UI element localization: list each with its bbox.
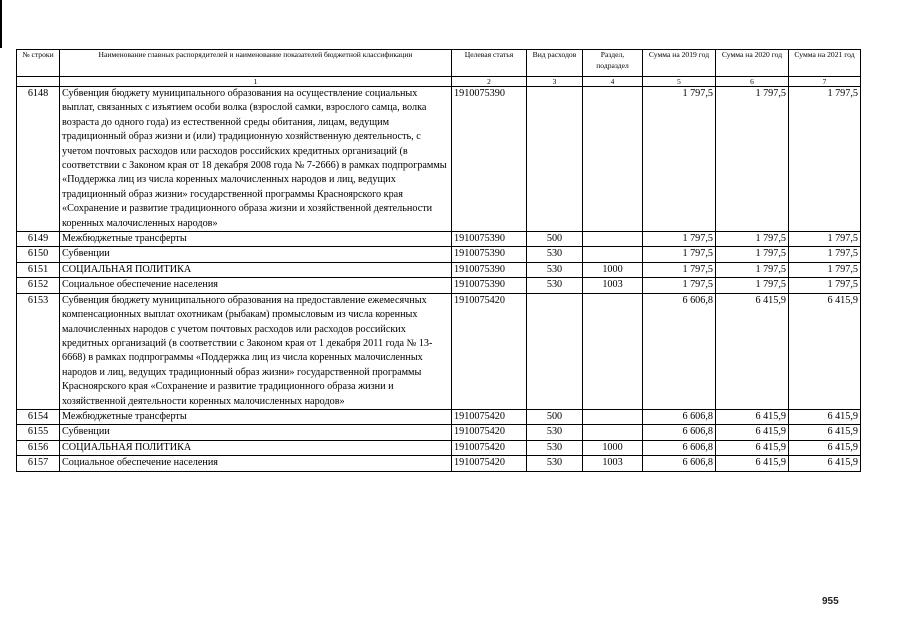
row-sum-2019: 6 606,8: [643, 409, 716, 424]
table-row: [17, 293, 861, 409]
table-row: [17, 87, 861, 232]
table-row: [17, 425, 861, 440]
row-sum-2020: 6 415,9: [716, 440, 789, 455]
row-expense-type: [527, 293, 583, 409]
row-target-code: 1910075390: [452, 262, 527, 277]
header-vid: Вид расходов: [527, 50, 583, 77]
col-number-0: [17, 77, 60, 87]
row-sum-2021: 1 797,5: [789, 262, 861, 277]
row-name: Межбюджетные трансферты: [60, 232, 452, 247]
row-number: 6153: [17, 293, 60, 409]
row-sum-2020: 1 797,5: [716, 232, 789, 247]
row-expense-type: [527, 87, 583, 232]
row-sum-2021: 1 797,5: [789, 232, 861, 247]
row-section: 1003: [583, 278, 643, 293]
row-sum-2020: 6 415,9: [716, 409, 789, 424]
row-sum-2019: 1 797,5: [643, 278, 716, 293]
row-sum-2021: 1 797,5: [789, 278, 861, 293]
row-number: 6150: [17, 247, 60, 262]
row-number: 6148: [17, 87, 60, 232]
row-sum-2019: 1 797,5: [643, 262, 716, 277]
table-row: [17, 262, 861, 277]
row-sum-2020: 1 797,5: [716, 87, 789, 232]
row-sum-2021: 1 797,5: [789, 87, 861, 232]
row-target-code: 1910075390: [452, 278, 527, 293]
row-expense-type: 500: [527, 409, 583, 424]
row-sum-2019: 6 606,8: [643, 456, 716, 471]
header-sum-2020: Сумма на 2020 год: [716, 50, 789, 77]
row-section: 1003: [583, 456, 643, 471]
row-target-code: 1910075420: [452, 425, 527, 440]
row-expense-type: 530: [527, 425, 583, 440]
row-target-code: 1910075390: [452, 232, 527, 247]
header-num: № строки: [17, 50, 60, 77]
row-number: 6154: [17, 409, 60, 424]
table-row: [17, 409, 861, 424]
table-row: [17, 440, 861, 455]
row-sum-2019: 1 797,5: [643, 87, 716, 232]
row-sum-2020: 1 797,5: [716, 278, 789, 293]
table-body: [17, 87, 861, 472]
row-sum-2019: 1 797,5: [643, 232, 716, 247]
header-code: Целевая статья: [452, 50, 527, 77]
row-sum-2020: 6 415,9: [716, 293, 789, 409]
row-name: Субвенции: [60, 247, 452, 262]
row-sum-2019: 6 606,8: [643, 293, 716, 409]
header-sum-2019: Сумма на 2019 год: [643, 50, 716, 77]
row-sum-2020: 1 797,5: [716, 262, 789, 277]
row-name: Субвенция бюджету муниципального образования на предоставление ежемесячных компенсационных выплат охотникам (рыбакам) промысловым из числа коренных малочисленных народов с учетом почтовых расходов или расходов российских кредитных организаций (в соответствии с Законом края от 1 декабря 2011 года № 13-6668) в рамках подпрограммы «Поддержка лиц из числа коренных малочисленных народов и лиц, ведущих традиционный образ жизни» государственной программы Красноярского края «Сохранение и развитие традиционного образа жизни и хозяйственной деятельности коренных малочисленных народов»: [60, 293, 452, 409]
row-section: [583, 293, 643, 409]
row-expense-type: 530: [527, 247, 583, 262]
row-number: 6152: [17, 278, 60, 293]
row-sum-2021: 1 797,5: [789, 247, 861, 262]
margin-rule: [0, 0, 2, 48]
row-number: 6156: [17, 440, 60, 455]
row-name: Межбюджетные трансферты: [60, 409, 452, 424]
col-number-4: 4: [583, 77, 643, 87]
row-expense-type: 530: [527, 456, 583, 471]
header-name: Наименование главных распорядителей и наименование показателей бюджетной классификации: [60, 50, 452, 77]
table-row: [17, 232, 861, 247]
row-expense-type: 530: [527, 278, 583, 293]
row-sum-2021: 6 415,9: [789, 440, 861, 455]
row-sum-2021: 6 415,9: [789, 425, 861, 440]
row-sum-2019: 1 797,5: [643, 247, 716, 262]
row-sum-2021: 6 415,9: [789, 409, 861, 424]
row-sum-2020: 1 797,5: [716, 247, 789, 262]
row-section: [583, 425, 643, 440]
row-sum-2021: 6 415,9: [789, 456, 861, 471]
table-row: [17, 278, 861, 293]
row-section: [583, 247, 643, 262]
row-sum-2019: 6 606,8: [643, 425, 716, 440]
row-name: Субвенции: [60, 425, 452, 440]
col-number-3: 3: [527, 77, 583, 87]
row-number: 6151: [17, 262, 60, 277]
row-section: [583, 409, 643, 424]
row-number: 6149: [17, 232, 60, 247]
row-sum-2020: 6 415,9: [716, 456, 789, 471]
col-number-1: 1: [60, 77, 452, 87]
row-expense-type: 530: [527, 440, 583, 455]
header-razdel: Раздел, подраздел: [583, 50, 643, 77]
row-name: Социальное обеспечение населения: [60, 278, 452, 293]
row-name: СОЦИАЛЬНАЯ ПОЛИТИКА: [60, 440, 452, 455]
table-header: [17, 50, 861, 87]
row-name: Социальное обеспечение населения: [60, 456, 452, 471]
header-sum-2021: Сумма на 2021 год: [789, 50, 861, 77]
row-target-code: 1910075390: [452, 87, 527, 232]
row-expense-type: 500: [527, 232, 583, 247]
row-target-code: 1910075420: [452, 440, 527, 455]
page-number: 955: [822, 596, 839, 607]
row-section: [583, 87, 643, 232]
row-sum-2020: 6 415,9: [716, 425, 789, 440]
row-target-code: 1910075420: [452, 409, 527, 424]
row-expense-type: 530: [527, 262, 583, 277]
row-name: Субвенция бюджету муниципального образования на осуществление социальных выплат, связанных с изъятием особи волка (взрослой самки, взрослого самца, волка возраста до одного года) из естественной среды обитания, лицам, ведущим традиционный образ жизни и (или) традиционную хозяйственную деятельность, с учетом почтовых расходов или расходов российских кредитных организаций (в соответствии с Законом края от 18 декабря 2008 года № 7-2666) в рамках подпрограммы «Поддержка лиц из числа коренных малочисленных народов и лиц, ведущих традиционный образ жизни» государственной программы Красноярского края «Сохранение и развитие традиционного образа жизни и хозяйственной деятельности коренных малочисленных народов»: [60, 87, 452, 232]
col-number-7: 7: [789, 77, 861, 87]
row-section: 1000: [583, 440, 643, 455]
table-row: [17, 456, 861, 471]
col-number-5: 5: [643, 77, 716, 87]
row-target-code: 1910075390: [452, 247, 527, 262]
row-name: СОЦИАЛЬНАЯ ПОЛИТИКА: [60, 262, 452, 277]
row-section: 1000: [583, 262, 643, 277]
row-target-code: 1910075420: [452, 293, 527, 409]
table-row: [17, 247, 861, 262]
col-number-6: 6: [716, 77, 789, 87]
budget-table: [16, 49, 861, 472]
row-sum-2019: 6 606,8: [643, 440, 716, 455]
row-section: [583, 232, 643, 247]
row-number: 6155: [17, 425, 60, 440]
row-target-code: 1910075420: [452, 456, 527, 471]
col-number-2: 2: [452, 77, 527, 87]
row-sum-2021: 6 415,9: [789, 293, 861, 409]
row-number: 6157: [17, 456, 60, 471]
